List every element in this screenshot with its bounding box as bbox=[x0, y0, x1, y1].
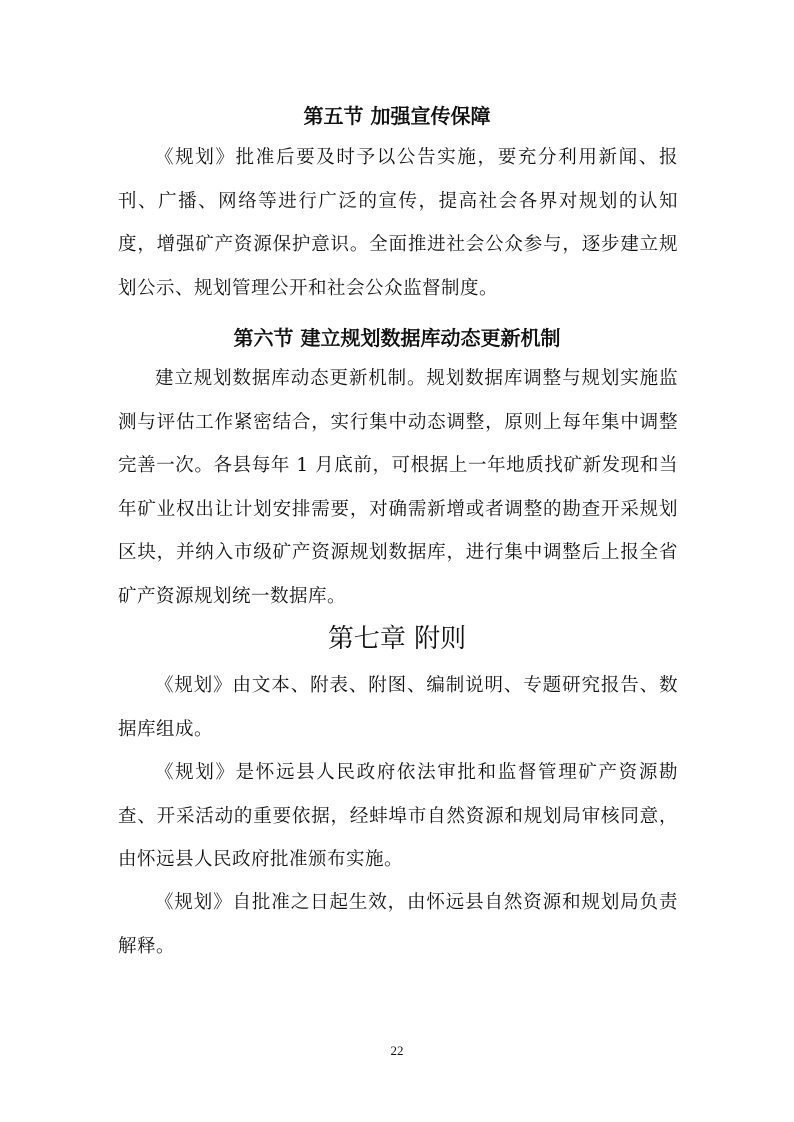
chapter-7-paragraph-1: 《规划》由文本、附表、附图、编制说明、专题研究报告、数据库组成。 bbox=[118, 675, 678, 740]
section-5-heading: 第五节 加强宣传保障 bbox=[303, 104, 491, 128]
section-6-paragraph: 建立规划数据库动态更新机制。规划数据库调整与规划实施监测与评估工作紧密结合，实行集中动态调整，原则上每年集中调整完善一次。各县每年 1 月底前，可根据上一年地质找矿新发现和当年矿业权出让计划安排需要，对确需新增或者调整的勘查开采规划区块，并纳入市级矿产资源规划数据库，进行集中调整后上报全省矿产资源规划统一数据库。 bbox=[118, 368, 678, 607]
chapter-7-heading: 第七章 附则 bbox=[327, 624, 467, 654]
chapter-7-paragraph-3: 《规划》自批准之日起生效，由怀远县自然资源和规划局负责解释。 bbox=[118, 892, 678, 957]
section-5-paragraph: 《规划》批准后要及时予以公告实施，要充分利用新闻、报刊、广播、网络等进行广泛的宣传，提高社会各界对规划的认知度，增强矿产资源保护意识。全面推进社会公众参与，逐步建立规划公示、规划管理公开和社会公众监督制度。 bbox=[118, 147, 678, 299]
chapter-7-paragraph-2: 《规划》是怀远县人民政府依法审批和监督管理矿产资源勘查、开采活动的重要依据，经蚌埠市自然资源和规划局审核同意，由怀远县人民政府批准颁布实施。 bbox=[118, 762, 678, 870]
page-number: 22 bbox=[390, 1043, 404, 1058]
section-6-heading: 第六节 建立规划数据库动态更新机制 bbox=[233, 326, 561, 350]
